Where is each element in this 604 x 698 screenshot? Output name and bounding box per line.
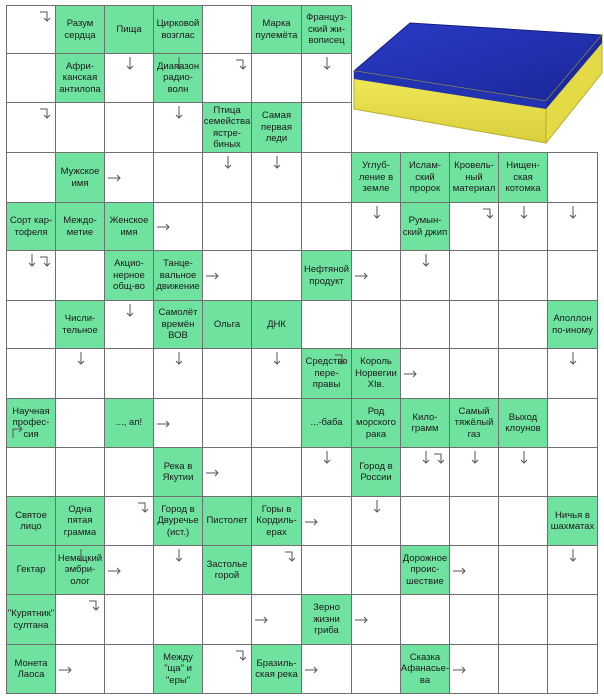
arrow-down-icon bbox=[433, 450, 449, 466]
answer-cell[interactable] bbox=[153, 594, 203, 645]
arrow-down-icon bbox=[269, 155, 285, 171]
clue-text: Город в Двуречье (ист.) bbox=[157, 503, 199, 538]
arrow-right-icon bbox=[205, 268, 221, 284]
clue-text: Немецкий эмбри- олог bbox=[57, 552, 103, 587]
clue-text: Кило- грамм bbox=[411, 411, 439, 434]
answer-cell[interactable] bbox=[6, 53, 56, 103]
clue-text: Пистолет bbox=[206, 515, 248, 527]
arrow-down-icon bbox=[171, 351, 187, 367]
clue-cell bbox=[153, 5, 203, 54]
clue-text: Между "ща" и "еры" bbox=[163, 651, 193, 686]
arrow-right-icon bbox=[354, 612, 370, 628]
clue-cell bbox=[400, 152, 450, 203]
arrow-down-icon bbox=[39, 105, 55, 121]
clue-text: Род морского рака bbox=[356, 405, 396, 440]
arrow-right-icon bbox=[452, 563, 468, 579]
answer-cell[interactable] bbox=[400, 300, 450, 349]
answer-cell[interactable] bbox=[547, 152, 598, 203]
answer-cell[interactable] bbox=[498, 250, 548, 301]
clue-cell bbox=[301, 5, 352, 54]
clue-text: Цирковой возглас bbox=[156, 18, 200, 41]
clue-text: ..., ап! bbox=[115, 417, 143, 429]
answer-cell[interactable] bbox=[301, 102, 352, 153]
clue-cell bbox=[400, 644, 450, 694]
clue-text: "Курятник" султана bbox=[7, 608, 55, 631]
arrow-down-icon bbox=[39, 253, 55, 269]
clue-text: Самолёт времён ВОВ bbox=[158, 307, 198, 342]
answer-cell[interactable] bbox=[55, 102, 105, 153]
clue-cell bbox=[449, 398, 499, 448]
arrow-down-icon bbox=[319, 56, 335, 72]
answer-cell[interactable] bbox=[202, 202, 252, 251]
answer-cell[interactable] bbox=[449, 496, 499, 546]
clue-cell bbox=[251, 496, 302, 546]
arrow-down-icon bbox=[369, 205, 385, 221]
clue-cell bbox=[6, 496, 56, 546]
answer-cell[interactable] bbox=[251, 447, 302, 497]
answer-cell[interactable] bbox=[351, 644, 401, 694]
arrow-down-icon bbox=[122, 56, 138, 72]
answer-cell[interactable] bbox=[6, 348, 56, 399]
clue-text: Птица семейства ястре- биных bbox=[203, 104, 251, 150]
clue-text: Монета Лаоса bbox=[14, 657, 48, 680]
clue-cell bbox=[351, 447, 401, 497]
clue-cell bbox=[202, 496, 252, 546]
arrow-down-icon bbox=[220, 155, 236, 171]
clue-text: Сказка Афанасье- ва bbox=[400, 651, 450, 686]
answer-cell[interactable] bbox=[547, 594, 598, 645]
clue-cell bbox=[55, 152, 105, 203]
clue-text: Разум сердца bbox=[64, 18, 96, 41]
answer-cell[interactable] bbox=[547, 447, 598, 497]
arrow-down-icon bbox=[284, 548, 300, 564]
clue-text: Дорожное проис- шествие bbox=[402, 552, 448, 587]
clue-cell bbox=[547, 496, 598, 546]
answer-cell[interactable] bbox=[251, 202, 302, 251]
clue-text: Зерно жизни гриба bbox=[313, 602, 340, 637]
arrow-down-icon bbox=[235, 56, 251, 72]
arrow-right-icon bbox=[403, 366, 419, 382]
arrow-down-icon bbox=[369, 499, 385, 515]
clue-cell bbox=[153, 300, 203, 349]
answer-cell[interactable] bbox=[547, 644, 598, 694]
answer-cell[interactable] bbox=[251, 53, 302, 103]
answer-cell[interactable] bbox=[547, 398, 598, 448]
answer-cell[interactable] bbox=[400, 594, 450, 645]
answer-cell[interactable] bbox=[104, 102, 154, 153]
answer-cell[interactable] bbox=[301, 300, 352, 349]
clue-cell bbox=[6, 545, 56, 595]
clue-cell bbox=[400, 545, 450, 595]
clue-text: Король Норвегии XIв. bbox=[355, 356, 397, 391]
answer-cell[interactable] bbox=[55, 398, 105, 448]
clue-cell bbox=[6, 644, 56, 694]
arrow-down-icon bbox=[171, 56, 187, 72]
answer-cell[interactable] bbox=[6, 152, 56, 203]
clue-text: Нефтяной продукт bbox=[303, 264, 350, 287]
clue-text: Святое лицо bbox=[15, 509, 47, 532]
arrow-right-icon bbox=[354, 268, 370, 284]
clue-text: Средство пере- правы bbox=[305, 356, 348, 391]
clue-cell bbox=[153, 644, 203, 694]
clue-text: Углуб- ление в земле bbox=[358, 160, 394, 195]
answer-cell[interactable] bbox=[104, 348, 154, 399]
clue-text: Научная профес- сия bbox=[12, 405, 50, 440]
arrow-down-icon bbox=[235, 647, 251, 663]
clue-cell bbox=[251, 300, 302, 349]
answer-cell[interactable] bbox=[498, 545, 548, 595]
clue-text: Диапазон радио- волн bbox=[156, 60, 200, 95]
clue-text: Самый тяжёлый газ bbox=[454, 405, 494, 440]
clue-text: Ничья в шахматах bbox=[550, 509, 595, 532]
clue-text: Бразиль- ская река bbox=[255, 657, 298, 680]
answer-cell[interactable] bbox=[55, 447, 105, 497]
clue-text: Ислам- ский пророк bbox=[408, 160, 442, 195]
clue-cell bbox=[400, 398, 450, 448]
arrow-down-icon bbox=[269, 351, 285, 367]
clue-cell bbox=[301, 594, 352, 645]
arrow-down-icon bbox=[73, 351, 89, 367]
clue-text: Числи- тельное bbox=[62, 313, 98, 336]
clue-cell bbox=[251, 5, 302, 54]
clue-text: Акцио- нерное общ-во bbox=[113, 258, 145, 293]
clue-text: Нищен- ская котомка bbox=[505, 160, 541, 195]
answer-cell[interactable] bbox=[251, 398, 302, 448]
answer-cell[interactable] bbox=[104, 447, 154, 497]
answer-cell[interactable] bbox=[351, 545, 401, 595]
answer-cell[interactable] bbox=[202, 594, 252, 645]
arrow-down-icon bbox=[73, 548, 89, 564]
clue-text: Ольга bbox=[213, 318, 241, 330]
arrow-down-icon bbox=[39, 8, 55, 24]
answer-cell[interactable] bbox=[202, 398, 252, 448]
clue-cell bbox=[301, 398, 352, 448]
clue-cell bbox=[55, 5, 105, 54]
clue-text: Одна пятая грамма bbox=[63, 503, 97, 538]
answer-cell[interactable] bbox=[104, 594, 154, 645]
arrow-down-icon bbox=[565, 548, 581, 564]
clue-text: Река в Якутии bbox=[162, 460, 194, 483]
arrow-down-icon bbox=[171, 105, 187, 121]
answer-cell[interactable] bbox=[498, 348, 548, 399]
arrow-down-icon bbox=[418, 450, 434, 466]
answer-cell[interactable] bbox=[498, 300, 548, 349]
answer-cell[interactable] bbox=[251, 250, 302, 301]
clue-cell bbox=[498, 152, 548, 203]
clue-text: Застолье горой bbox=[206, 558, 248, 581]
clue-text: Сорт кар- тофеля bbox=[9, 215, 53, 238]
arrow-down-icon bbox=[171, 548, 187, 564]
answer-cell[interactable] bbox=[400, 496, 450, 546]
clue-text: Горы в Кордиль- ерах bbox=[256, 503, 297, 538]
clue-text: ...-баба bbox=[310, 417, 343, 429]
answer-cell[interactable] bbox=[498, 594, 548, 645]
clue-cell bbox=[55, 496, 105, 546]
arrow-down-icon bbox=[137, 499, 153, 515]
answer-cell[interactable] bbox=[153, 152, 203, 203]
arrow-right-icon bbox=[304, 662, 320, 678]
arrow-right-icon bbox=[107, 170, 123, 186]
clue-text: Пища bbox=[116, 23, 142, 35]
arrow-right-icon bbox=[58, 662, 74, 678]
arrow-right-icon bbox=[304, 514, 320, 530]
arrow-down-icon bbox=[334, 351, 350, 367]
answer-cell[interactable] bbox=[449, 250, 499, 301]
clue-cell bbox=[55, 300, 105, 349]
clue-text: Мужское имя bbox=[60, 166, 100, 189]
answer-cell[interactable] bbox=[55, 250, 105, 301]
clue-cell bbox=[153, 496, 203, 546]
arrow-right-icon bbox=[254, 612, 270, 628]
clue-cell bbox=[400, 202, 450, 251]
clue-cell bbox=[104, 398, 154, 448]
arrow-down-icon bbox=[516, 205, 532, 221]
answer-cell[interactable] bbox=[6, 300, 56, 349]
arrow-right-icon bbox=[156, 416, 172, 432]
clue-text: Аполлон по-иному bbox=[552, 313, 593, 336]
answer-cell[interactable] bbox=[351, 300, 401, 349]
clue-cell bbox=[104, 5, 154, 54]
arrow-down-icon bbox=[24, 253, 40, 269]
answer-cell[interactable] bbox=[449, 300, 499, 349]
clue-cell bbox=[251, 644, 302, 694]
answer-cell[interactable] bbox=[449, 348, 499, 399]
arrow-down-icon bbox=[565, 351, 581, 367]
clue-cell bbox=[547, 300, 598, 349]
clue-cell bbox=[351, 152, 401, 203]
gym-mat-picture bbox=[352, 5, 604, 152]
arrow-down-icon bbox=[319, 450, 335, 466]
answer-cell[interactable] bbox=[547, 250, 598, 301]
arrow-right-icon bbox=[107, 563, 123, 579]
clue-cell bbox=[104, 250, 154, 301]
clue-cell bbox=[153, 250, 203, 301]
clue-text: Город в России bbox=[359, 460, 393, 483]
arrow-down-icon bbox=[565, 205, 581, 221]
clue-cell bbox=[251, 102, 302, 153]
arrow-down-icon bbox=[467, 450, 483, 466]
arrow-down-icon bbox=[122, 303, 138, 319]
clue-cell bbox=[153, 447, 203, 497]
clue-cell bbox=[351, 398, 401, 448]
clue-cell bbox=[301, 250, 352, 301]
arrow-down-icon bbox=[516, 450, 532, 466]
arrow-down-icon bbox=[88, 597, 104, 613]
answer-cell[interactable] bbox=[301, 545, 352, 595]
clue-cell bbox=[6, 594, 56, 645]
clue-text: Француз- ский жи- вописец bbox=[306, 12, 347, 47]
answer-cell[interactable] bbox=[301, 152, 352, 203]
clue-cell bbox=[104, 202, 154, 251]
clue-cell bbox=[351, 348, 401, 399]
answer-cell[interactable] bbox=[202, 5, 252, 54]
clue-cell bbox=[449, 152, 499, 203]
clue-text: Выход клоунов bbox=[505, 411, 541, 434]
answer-cell[interactable] bbox=[498, 496, 548, 546]
clue-text: Самая первая леди bbox=[260, 110, 293, 145]
arrow-right-icon bbox=[9, 423, 25, 439]
answer-cell[interactable] bbox=[301, 202, 352, 251]
answer-cell[interactable] bbox=[449, 594, 499, 645]
clue-text: Гектар bbox=[16, 564, 46, 576]
clue-text: ДНК bbox=[267, 318, 286, 330]
arrow-down-icon bbox=[482, 205, 498, 221]
clue-text: Афри- канская антилопа bbox=[59, 60, 101, 95]
clue-cell bbox=[202, 545, 252, 595]
arrow-right-icon bbox=[452, 662, 468, 678]
clue-cell bbox=[55, 53, 105, 103]
answer-cell[interactable] bbox=[498, 644, 548, 694]
answer-cell[interactable] bbox=[6, 447, 56, 497]
answer-cell[interactable] bbox=[202, 348, 252, 399]
clue-cell bbox=[202, 300, 252, 349]
arrow-right-icon bbox=[156, 219, 172, 235]
gym-mat-image bbox=[352, 5, 604, 152]
clue-text: Междо- метие bbox=[63, 215, 97, 238]
clue-cell bbox=[202, 102, 252, 153]
clue-cell bbox=[498, 398, 548, 448]
clue-text: Румын- ский джип bbox=[402, 215, 448, 238]
clue-text: Кровель- ный материал bbox=[452, 160, 496, 195]
clue-cell bbox=[6, 202, 56, 251]
clue-text: Женское имя bbox=[109, 215, 149, 238]
clue-cell bbox=[55, 202, 105, 251]
arrow-down-icon bbox=[418, 253, 434, 269]
clue-text: Марка пулемёта bbox=[255, 18, 298, 41]
answer-cell[interactable] bbox=[104, 644, 154, 694]
clue-text: Танце- вальное движение bbox=[156, 258, 200, 293]
arrow-right-icon bbox=[205, 465, 221, 481]
